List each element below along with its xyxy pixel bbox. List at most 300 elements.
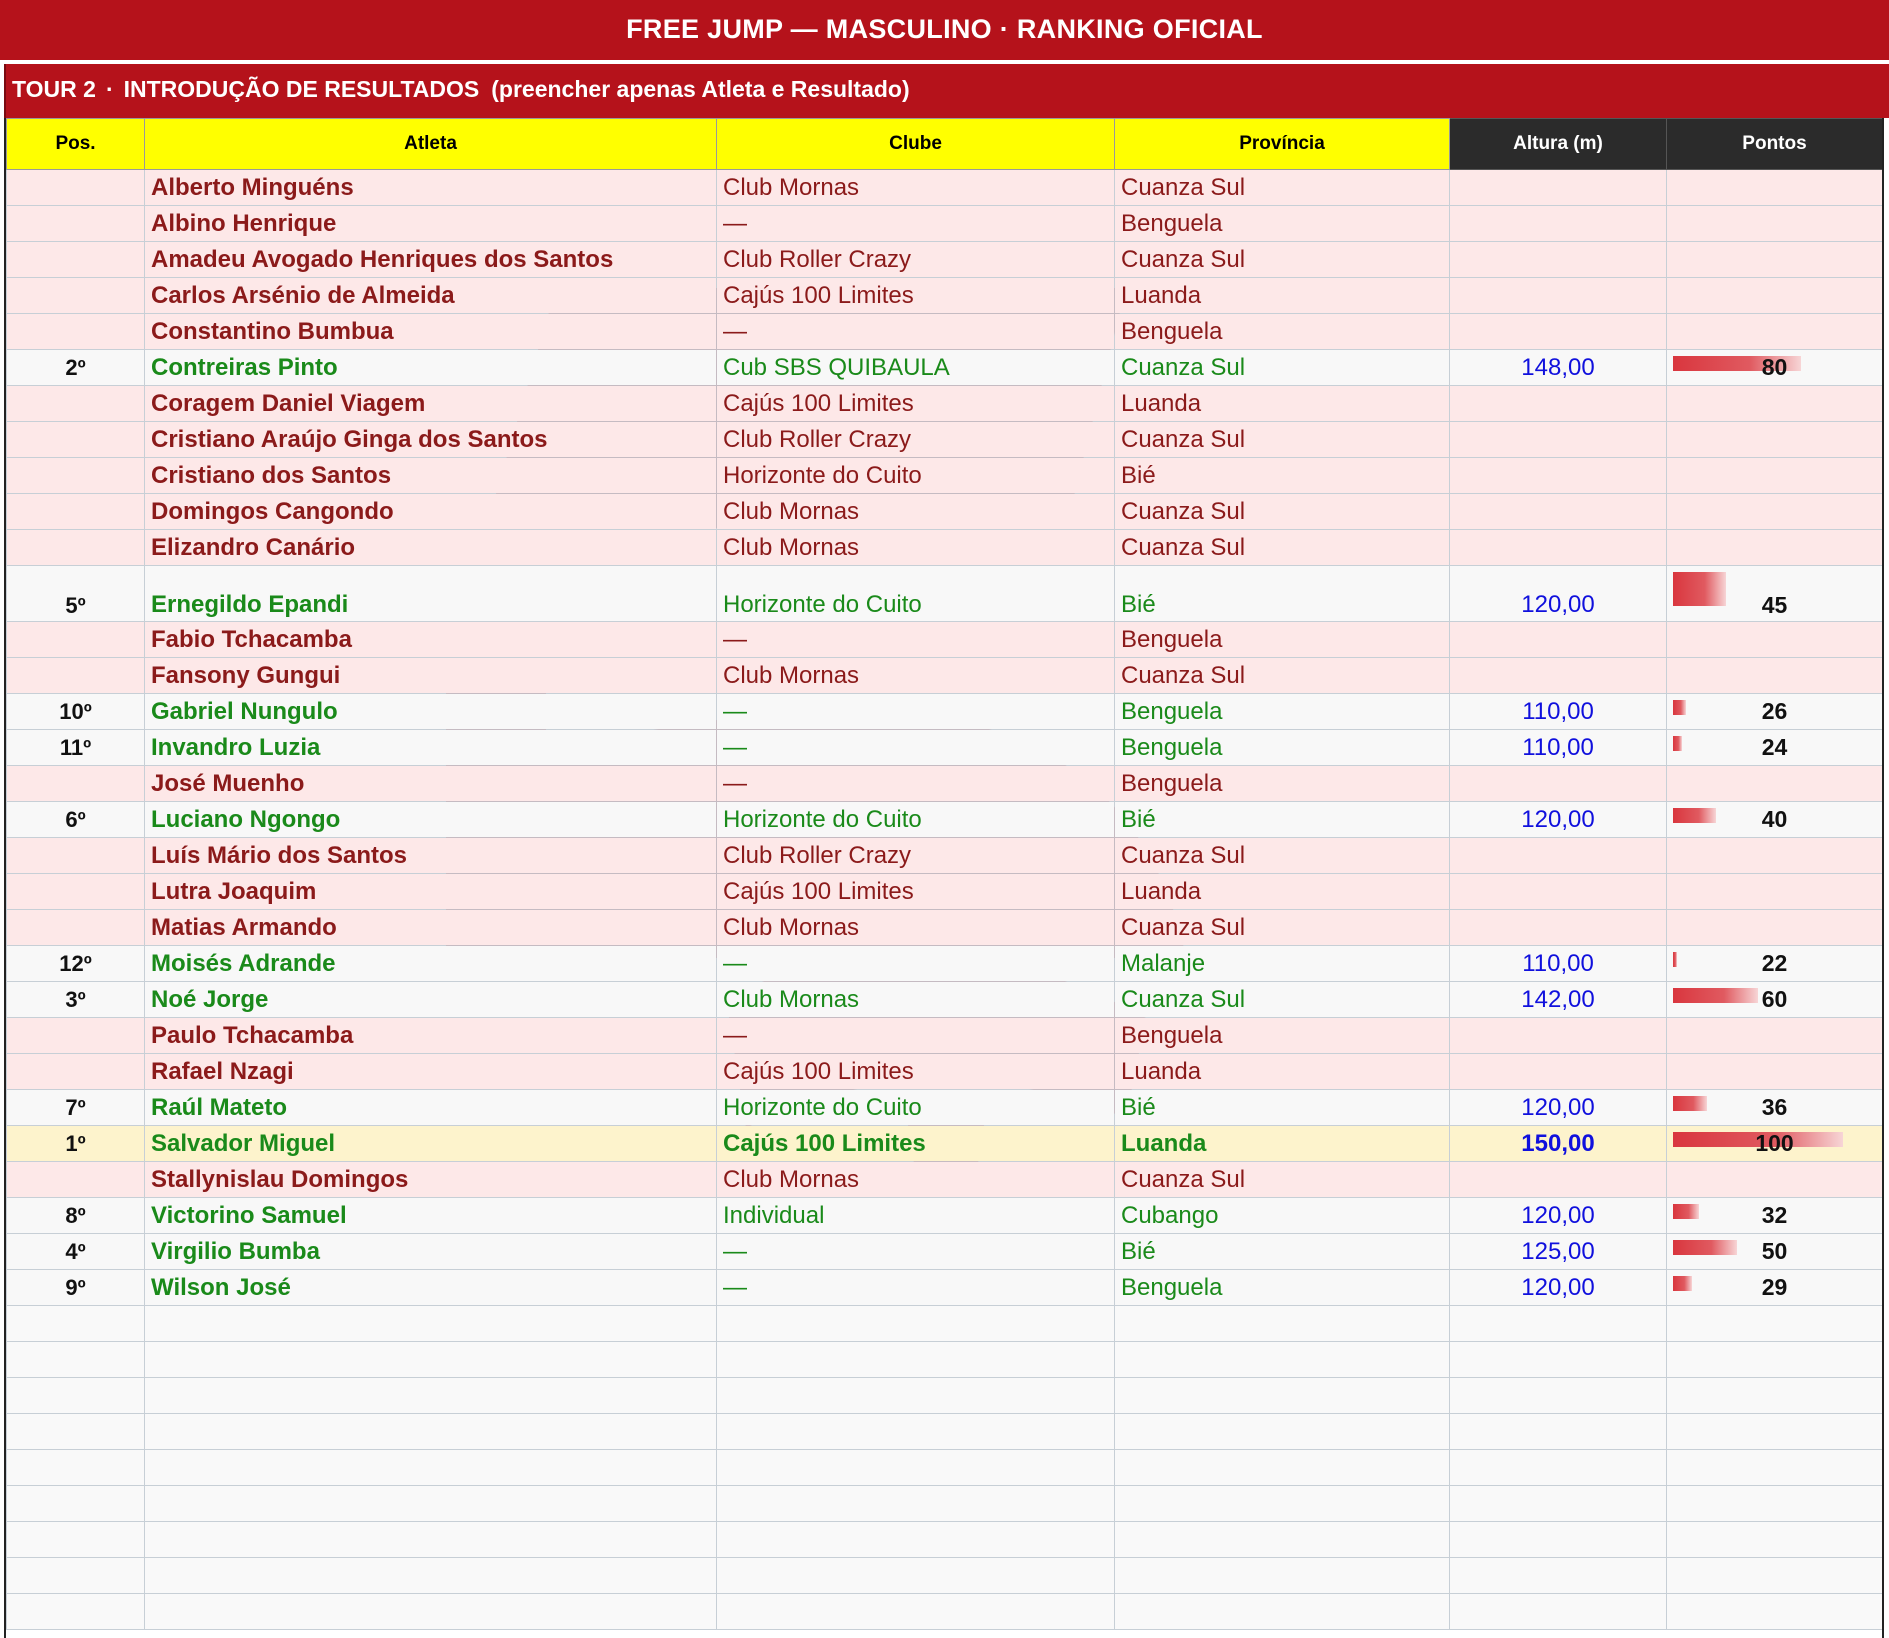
empty-cell[interactable] xyxy=(1115,1378,1450,1414)
pos-cell[interactable]: 6º xyxy=(7,802,145,838)
pos-cell[interactable] xyxy=(7,494,145,530)
province-cell[interactable]: Benguela xyxy=(1115,314,1450,350)
height-cell[interactable] xyxy=(1450,206,1667,242)
club-cell[interactable]: Individual xyxy=(717,1198,1115,1234)
province-cell[interactable]: Cubango xyxy=(1115,1198,1450,1234)
table-row xyxy=(7,622,1883,658)
height-cell[interactable]: 120,00 xyxy=(1450,566,1667,622)
empty-cell[interactable] xyxy=(717,1378,1115,1414)
province-cell[interactable]: Cuanza Sul xyxy=(1115,658,1450,694)
height-cell[interactable]: 142,00 xyxy=(1450,982,1667,1018)
points-cell[interactable] xyxy=(1667,494,1883,530)
results-sheet xyxy=(4,118,1884,1638)
table-row xyxy=(7,422,1883,458)
points-value: 40 xyxy=(1761,806,1788,832)
height-cell[interactable] xyxy=(1450,658,1667,694)
table-header-row xyxy=(7,119,1883,170)
province-cell[interactable]: Luanda xyxy=(1115,386,1450,422)
club-cell[interactable]: Club Roller Crazy xyxy=(717,838,1115,874)
pos-cell[interactable]: 11º xyxy=(7,730,145,766)
points-value: 26 xyxy=(1761,698,1788,724)
club-cell[interactable]: Club Mornas xyxy=(717,982,1115,1018)
province-cell[interactable]: Luanda xyxy=(1115,1126,1450,1162)
pos-cell[interactable] xyxy=(7,838,145,874)
points-value: 24 xyxy=(1761,734,1788,760)
empty-cell[interactable] xyxy=(7,1414,145,1450)
empty-row xyxy=(7,1486,1883,1522)
table-row xyxy=(7,694,1883,730)
pos-cell[interactable]: 3º xyxy=(7,982,145,1018)
pos-cell[interactable]: 2º xyxy=(7,350,145,386)
empty-cell[interactable] xyxy=(145,1486,717,1522)
empty-cell[interactable] xyxy=(7,1378,145,1414)
empty-cell[interactable] xyxy=(1450,1486,1667,1522)
height-cell[interactable]: 110,00 xyxy=(1450,730,1667,766)
empty-cell[interactable] xyxy=(1450,1558,1667,1594)
table-row xyxy=(7,1126,1883,1162)
athlete-cell[interactable]: Cristiano Araújo Ginga dos Santos xyxy=(145,422,717,458)
athlete-cell[interactable]: Alberto Minguéns xyxy=(145,170,717,206)
points-cell[interactable] xyxy=(1667,1234,1883,1270)
table-row xyxy=(7,1234,1883,1270)
club-cell[interactable]: Horizonte do Cuito xyxy=(717,566,1115,622)
points-cell[interactable] xyxy=(1667,530,1883,566)
province-cell[interactable]: Cuanza Sul xyxy=(1115,422,1450,458)
points-cell[interactable] xyxy=(1667,314,1883,350)
pos-cell[interactable] xyxy=(7,622,145,658)
pos-cell[interactable]: 9º xyxy=(7,1270,145,1306)
empty-cell[interactable] xyxy=(145,1306,717,1342)
pos-cell[interactable]: 12º xyxy=(7,946,145,982)
province-cell[interactable]: Luanda xyxy=(1115,278,1450,314)
empty-cell[interactable] xyxy=(717,1342,1115,1378)
empty-cell[interactable] xyxy=(145,1378,717,1414)
pos-cell[interactable]: 10º xyxy=(7,694,145,730)
points-cell[interactable] xyxy=(1667,766,1883,802)
athlete-cell[interactable]: Amadeu Avogado Henriques dos Santos xyxy=(145,242,717,278)
pos-cell[interactable] xyxy=(7,1054,145,1090)
club-cell[interactable]: Club Mornas xyxy=(717,530,1115,566)
empty-cell[interactable] xyxy=(1667,1594,1883,1630)
sheet-title: FREE JUMP — MASCULINO · RANKING OFICIAL xyxy=(0,0,1889,60)
pos-cell[interactable] xyxy=(7,422,145,458)
empty-row xyxy=(7,1522,1883,1558)
column-header-pos[interactable]: Pos. xyxy=(7,119,145,170)
height-cell[interactable] xyxy=(1450,278,1667,314)
height-cell[interactable]: 120,00 xyxy=(1450,1198,1667,1234)
empty-cell[interactable] xyxy=(1450,1342,1667,1378)
athlete-cell[interactable]: José Muenho xyxy=(145,766,717,802)
empty-cell[interactable] xyxy=(1450,1306,1667,1342)
height-cell[interactable] xyxy=(1450,422,1667,458)
table-row xyxy=(7,242,1883,278)
height-cell[interactable] xyxy=(1450,242,1667,278)
province-cell[interactable]: Benguela xyxy=(1115,622,1450,658)
club-cell[interactable]: Club Mornas xyxy=(717,494,1115,530)
pos-cell[interactable] xyxy=(7,458,145,494)
club-cell[interactable]: — xyxy=(717,1234,1115,1270)
empty-cell[interactable] xyxy=(1667,1414,1883,1450)
empty-cell[interactable] xyxy=(1450,1414,1667,1450)
height-cell[interactable]: 110,00 xyxy=(1450,694,1667,730)
points-cell[interactable] xyxy=(1667,622,1883,658)
column-header-provincia[interactable]: Província xyxy=(1115,119,1450,170)
club-cell[interactable]: — xyxy=(717,1018,1115,1054)
athlete-cell[interactable]: Wilson José xyxy=(145,1270,717,1306)
athlete-cell[interactable]: Constantino Bumbua xyxy=(145,314,717,350)
club-cell[interactable]: — xyxy=(717,206,1115,242)
height-cell[interactable] xyxy=(1450,910,1667,946)
table-row xyxy=(7,386,1883,422)
points-cell[interactable] xyxy=(1667,422,1883,458)
empty-cell[interactable] xyxy=(145,1342,717,1378)
athlete-cell[interactable]: Luís Mário dos Santos xyxy=(145,838,717,874)
table-row xyxy=(7,1090,1883,1126)
province-cell[interactable]: Luanda xyxy=(1115,1054,1450,1090)
empty-cell[interactable] xyxy=(145,1594,717,1630)
club-cell[interactable]: — xyxy=(717,730,1115,766)
height-cell[interactable] xyxy=(1450,170,1667,206)
height-cell[interactable] xyxy=(1450,766,1667,802)
pos-cell[interactable]: 7º xyxy=(7,1090,145,1126)
empty-row xyxy=(7,1378,1883,1414)
empty-cell[interactable] xyxy=(1115,1486,1450,1522)
pos-cell[interactable] xyxy=(7,386,145,422)
athlete-cell[interactable]: Fansony Gungui xyxy=(145,658,717,694)
points-cell[interactable] xyxy=(1667,278,1883,314)
section-label: INTRODUÇÃO DE RESULTADOS xyxy=(123,76,480,102)
empty-cell[interactable] xyxy=(1115,1522,1450,1558)
empty-cell[interactable] xyxy=(7,1306,145,1342)
athlete-cell[interactable]: Domingos Cangondo xyxy=(145,494,717,530)
empty-cell[interactable] xyxy=(1450,1594,1667,1630)
pos-cell[interactable]: 5º xyxy=(7,566,145,622)
points-cell[interactable] xyxy=(1667,206,1883,242)
club-cell[interactable]: Club Mornas xyxy=(717,910,1115,946)
athlete-cell[interactable]: Ernegildo Epandi xyxy=(145,566,717,622)
athlete-cell[interactable]: Matias Armando xyxy=(145,910,717,946)
club-cell[interactable]: Cajús 100 Limites xyxy=(717,386,1115,422)
province-cell[interactable]: Cuanza Sul xyxy=(1115,1162,1450,1198)
empty-cell[interactable] xyxy=(717,1486,1115,1522)
pos-cell[interactable] xyxy=(7,1018,145,1054)
province-cell[interactable]: Benguela xyxy=(1115,206,1450,242)
height-cell[interactable]: 120,00 xyxy=(1450,1270,1667,1306)
empty-cell[interactable] xyxy=(1115,1450,1450,1486)
points-cell[interactable] xyxy=(1667,1054,1883,1090)
section-note: (preencher apenas Atleta e Resultado) xyxy=(491,76,910,102)
points-cell[interactable] xyxy=(1667,350,1883,386)
club-cell[interactable]: Cajús 100 Limites xyxy=(717,1126,1115,1162)
athlete-cell[interactable]: Carlos Arsénio de Almeida xyxy=(145,278,717,314)
club-cell[interactable]: Horizonte do Cuito xyxy=(717,458,1115,494)
table-row xyxy=(7,170,1883,206)
height-cell[interactable] xyxy=(1450,1162,1667,1198)
table-body xyxy=(7,170,1883,1630)
club-cell[interactable]: — xyxy=(717,946,1115,982)
athlete-cell[interactable]: Salvador Miguel xyxy=(145,1126,717,1162)
height-cell[interactable]: 110,00 xyxy=(1450,946,1667,982)
empty-cell[interactable] xyxy=(1667,1378,1883,1414)
table-row xyxy=(7,566,1883,622)
points-cell[interactable] xyxy=(1667,458,1883,494)
pos-cell[interactable] xyxy=(7,278,145,314)
club-cell[interactable]: Horizonte do Cuito xyxy=(717,802,1115,838)
points-cell[interactable] xyxy=(1667,658,1883,694)
table-row xyxy=(7,206,1883,242)
athlete-cell[interactable]: Invandro Luzia xyxy=(145,730,717,766)
athlete-cell[interactable]: Coragem Daniel Viagem xyxy=(145,386,717,422)
athlete-cell[interactable]: Elizandro Canário xyxy=(145,530,717,566)
empty-cell[interactable] xyxy=(145,1522,717,1558)
club-cell[interactable]: — xyxy=(717,766,1115,802)
pos-cell[interactable] xyxy=(7,874,145,910)
empty-row xyxy=(7,1306,1883,1342)
points-value: 60 xyxy=(1761,986,1788,1012)
province-cell[interactable]: Bié xyxy=(1115,566,1450,622)
tour-label: TOUR 2 xyxy=(12,76,96,102)
province-cell[interactable]: Benguela xyxy=(1115,730,1450,766)
table-row xyxy=(7,278,1883,314)
province-cell[interactable]: Benguela xyxy=(1115,766,1450,802)
empty-row xyxy=(7,1342,1883,1378)
athlete-cell[interactable]: Paulo Tchacamba xyxy=(145,1018,717,1054)
province-cell[interactable]: Benguela xyxy=(1115,694,1450,730)
club-cell[interactable]: Cajús 100 Limites xyxy=(717,1054,1115,1090)
empty-cell[interactable] xyxy=(717,1306,1115,1342)
athlete-cell[interactable]: Raúl Mateto xyxy=(145,1090,717,1126)
points-cell[interactable] xyxy=(1667,982,1883,1018)
province-cell[interactable]: Bié xyxy=(1115,802,1450,838)
height-cell[interactable] xyxy=(1450,386,1667,422)
athlete-cell[interactable]: Victorino Samuel xyxy=(145,1198,717,1234)
athlete-cell[interactable]: Luciano Ngongo xyxy=(145,802,717,838)
athlete-cell[interactable]: Cristiano dos Santos xyxy=(145,458,717,494)
pos-cell[interactable]: 4º xyxy=(7,1234,145,1270)
empty-cell[interactable] xyxy=(1667,1486,1883,1522)
table-row xyxy=(7,350,1883,386)
province-cell[interactable]: Cuanza Sul xyxy=(1115,242,1450,278)
empty-cell[interactable] xyxy=(145,1558,717,1594)
points-cell[interactable] xyxy=(1667,874,1883,910)
empty-cell[interactable] xyxy=(7,1486,145,1522)
pos-cell[interactable] xyxy=(7,658,145,694)
points-cell[interactable] xyxy=(1667,838,1883,874)
pos-cell[interactable] xyxy=(7,170,145,206)
points-value: 80 xyxy=(1761,354,1788,380)
empty-row xyxy=(7,1594,1883,1630)
empty-cell[interactable] xyxy=(717,1450,1115,1486)
empty-cell[interactable] xyxy=(1667,1342,1883,1378)
height-cell[interactable]: 148,00 xyxy=(1450,350,1667,386)
height-cell[interactable] xyxy=(1450,838,1667,874)
empty-cell[interactable] xyxy=(145,1450,717,1486)
points-cell[interactable] xyxy=(1667,694,1883,730)
points-cell[interactable] xyxy=(1667,1018,1883,1054)
club-cell[interactable]: Horizonte do Cuito xyxy=(717,1090,1115,1126)
pos-cell[interactable] xyxy=(7,910,145,946)
pos-cell[interactable]: 8º xyxy=(7,1198,145,1234)
points-value: 22 xyxy=(1761,950,1788,976)
empty-cell[interactable] xyxy=(1115,1414,1450,1450)
column-header-pontos[interactable]: Pontos xyxy=(1667,119,1883,170)
table-row xyxy=(7,1198,1883,1234)
club-cell[interactable]: Cajús 100 Limites xyxy=(717,278,1115,314)
pos-cell[interactable] xyxy=(7,314,145,350)
empty-cell[interactable] xyxy=(1667,1450,1883,1486)
height-cell[interactable] xyxy=(1450,874,1667,910)
empty-cell[interactable] xyxy=(1115,1342,1450,1378)
athlete-cell[interactable]: Gabriel Nungulo xyxy=(145,694,717,730)
points-cell[interactable] xyxy=(1667,386,1883,422)
empty-cell[interactable] xyxy=(145,1414,717,1450)
province-cell[interactable]: Cuanza Sul xyxy=(1115,838,1450,874)
empty-cell[interactable] xyxy=(717,1594,1115,1630)
athlete-cell[interactable]: Moisés Adrande xyxy=(145,946,717,982)
pos-cell[interactable] xyxy=(7,766,145,802)
empty-cell[interactable] xyxy=(1667,1306,1883,1342)
points-cell[interactable] xyxy=(1667,802,1883,838)
points-value: 45 xyxy=(1761,592,1788,618)
table-row xyxy=(7,658,1883,694)
empty-row xyxy=(7,1414,1883,1450)
height-cell[interactable]: 125,00 xyxy=(1450,1234,1667,1270)
empty-cell[interactable] xyxy=(7,1558,145,1594)
province-cell[interactable]: Cuanza Sul xyxy=(1115,530,1450,566)
empty-cell[interactable] xyxy=(1450,1522,1667,1558)
province-cell[interactable]: Malanje xyxy=(1115,946,1450,982)
province-cell[interactable]: Cuanza Sul xyxy=(1115,494,1450,530)
pos-cell[interactable]: 1º xyxy=(7,1126,145,1162)
empty-cell[interactable] xyxy=(717,1522,1115,1558)
column-header-atleta[interactable]: Atleta xyxy=(145,119,717,170)
table-row xyxy=(7,982,1883,1018)
pos-cell[interactable] xyxy=(7,530,145,566)
empty-cell[interactable] xyxy=(1115,1306,1450,1342)
height-cell[interactable] xyxy=(1450,622,1667,658)
province-cell[interactable]: Cuanza Sul xyxy=(1115,350,1450,386)
club-cell[interactable]: Cajús 100 Limites xyxy=(717,874,1115,910)
pos-cell[interactable] xyxy=(7,206,145,242)
pos-cell[interactable] xyxy=(7,242,145,278)
empty-cell[interactable] xyxy=(1667,1558,1883,1594)
club-cell[interactable]: Club Mornas xyxy=(717,658,1115,694)
points-cell[interactable] xyxy=(1667,730,1883,766)
empty-cell[interactable] xyxy=(1115,1594,1450,1630)
table-row xyxy=(7,314,1883,350)
points-cell[interactable] xyxy=(1667,1126,1883,1162)
points-value: 29 xyxy=(1761,1274,1788,1300)
height-cell[interactable] xyxy=(1450,494,1667,530)
club-cell[interactable]: — xyxy=(717,314,1115,350)
height-cell[interactable]: 120,00 xyxy=(1450,1090,1667,1126)
province-cell[interactable]: Bié xyxy=(1115,458,1450,494)
province-cell[interactable]: Cuanza Sul xyxy=(1115,982,1450,1018)
province-cell[interactable]: Benguela xyxy=(1115,1270,1450,1306)
points-cell[interactable] xyxy=(1667,566,1883,622)
points-cell[interactable] xyxy=(1667,1198,1883,1234)
club-cell[interactable]: Cub SBS QUIBAULA xyxy=(717,350,1115,386)
points-cell[interactable] xyxy=(1667,1162,1883,1198)
athlete-cell[interactable]: Fabio Tchacamba xyxy=(145,622,717,658)
points-value: 50 xyxy=(1761,1238,1788,1264)
pos-cell[interactable] xyxy=(7,1162,145,1198)
table-row xyxy=(7,1162,1883,1198)
athlete-cell[interactable]: Albino Henrique xyxy=(145,206,717,242)
table-row xyxy=(7,494,1883,530)
points-cell[interactable] xyxy=(1667,946,1883,982)
empty-row xyxy=(7,1450,1883,1486)
points-value: 100 xyxy=(1755,1130,1794,1156)
height-cell[interactable] xyxy=(1450,458,1667,494)
separator-dot: · xyxy=(105,76,114,102)
height-cell[interactable]: 150,00 xyxy=(1450,1126,1667,1162)
empty-cell[interactable] xyxy=(1450,1450,1667,1486)
empty-cell[interactable] xyxy=(7,1450,145,1486)
table-row xyxy=(7,1018,1883,1054)
club-cell[interactable]: Club Mornas xyxy=(717,170,1115,206)
points-cell[interactable] xyxy=(1667,242,1883,278)
height-cell[interactable] xyxy=(1450,530,1667,566)
points-cell[interactable] xyxy=(1667,170,1883,206)
table-row xyxy=(7,874,1883,910)
empty-cell[interactable] xyxy=(7,1342,145,1378)
empty-cell[interactable] xyxy=(717,1414,1115,1450)
height-cell[interactable] xyxy=(1450,1054,1667,1090)
empty-cell[interactable] xyxy=(7,1594,145,1630)
province-cell[interactable]: Cuanza Sul xyxy=(1115,910,1450,946)
province-cell[interactable]: Cuanza Sul xyxy=(1115,170,1450,206)
province-cell[interactable]: Bié xyxy=(1115,1090,1450,1126)
results-table xyxy=(6,118,1883,1630)
athlete-cell[interactable]: Contreiras Pinto xyxy=(145,350,717,386)
empty-cell[interactable] xyxy=(1667,1522,1883,1558)
table-row xyxy=(7,1270,1883,1306)
club-cell[interactable]: — xyxy=(717,1270,1115,1306)
club-cell[interactable]: Club Mornas xyxy=(717,1162,1115,1198)
points-value: 36 xyxy=(1761,1094,1788,1120)
table-row xyxy=(7,946,1883,982)
province-cell[interactable]: Benguela xyxy=(1115,1018,1450,1054)
table-row xyxy=(7,730,1883,766)
empty-cell[interactable] xyxy=(1115,1558,1450,1594)
club-cell[interactable]: Club Roller Crazy xyxy=(717,422,1115,458)
height-cell[interactable]: 120,00 xyxy=(1450,802,1667,838)
province-cell[interactable]: Luanda xyxy=(1115,874,1450,910)
column-header-clube[interactable]: Clube xyxy=(717,119,1115,170)
athlete-cell[interactable]: Noé Jorge xyxy=(145,982,717,1018)
height-cell[interactable] xyxy=(1450,314,1667,350)
club-cell[interactable]: — xyxy=(717,622,1115,658)
table-row xyxy=(7,530,1883,566)
club-cell[interactable]: Club Roller Crazy xyxy=(717,242,1115,278)
empty-cell[interactable] xyxy=(7,1522,145,1558)
athlete-cell[interactable]: Lutra Joaquim xyxy=(145,874,717,910)
athlete-cell[interactable]: Virgilio Bumba xyxy=(145,1234,717,1270)
athlete-cell[interactable]: Rafael Nzagi xyxy=(145,1054,717,1090)
empty-cell[interactable] xyxy=(717,1558,1115,1594)
club-cell[interactable]: — xyxy=(717,694,1115,730)
table-row xyxy=(7,766,1883,802)
points-cell[interactable] xyxy=(1667,910,1883,946)
empty-cell[interactable] xyxy=(1450,1378,1667,1414)
points-cell[interactable] xyxy=(1667,1090,1883,1126)
athlete-cell[interactable]: Stallynislau Domingos xyxy=(145,1162,717,1198)
column-header-altura[interactable]: Altura (m) xyxy=(1450,119,1667,170)
height-cell[interactable] xyxy=(1450,1018,1667,1054)
province-cell[interactable]: Bié xyxy=(1115,1234,1450,1270)
points-cell[interactable] xyxy=(1667,1270,1883,1306)
